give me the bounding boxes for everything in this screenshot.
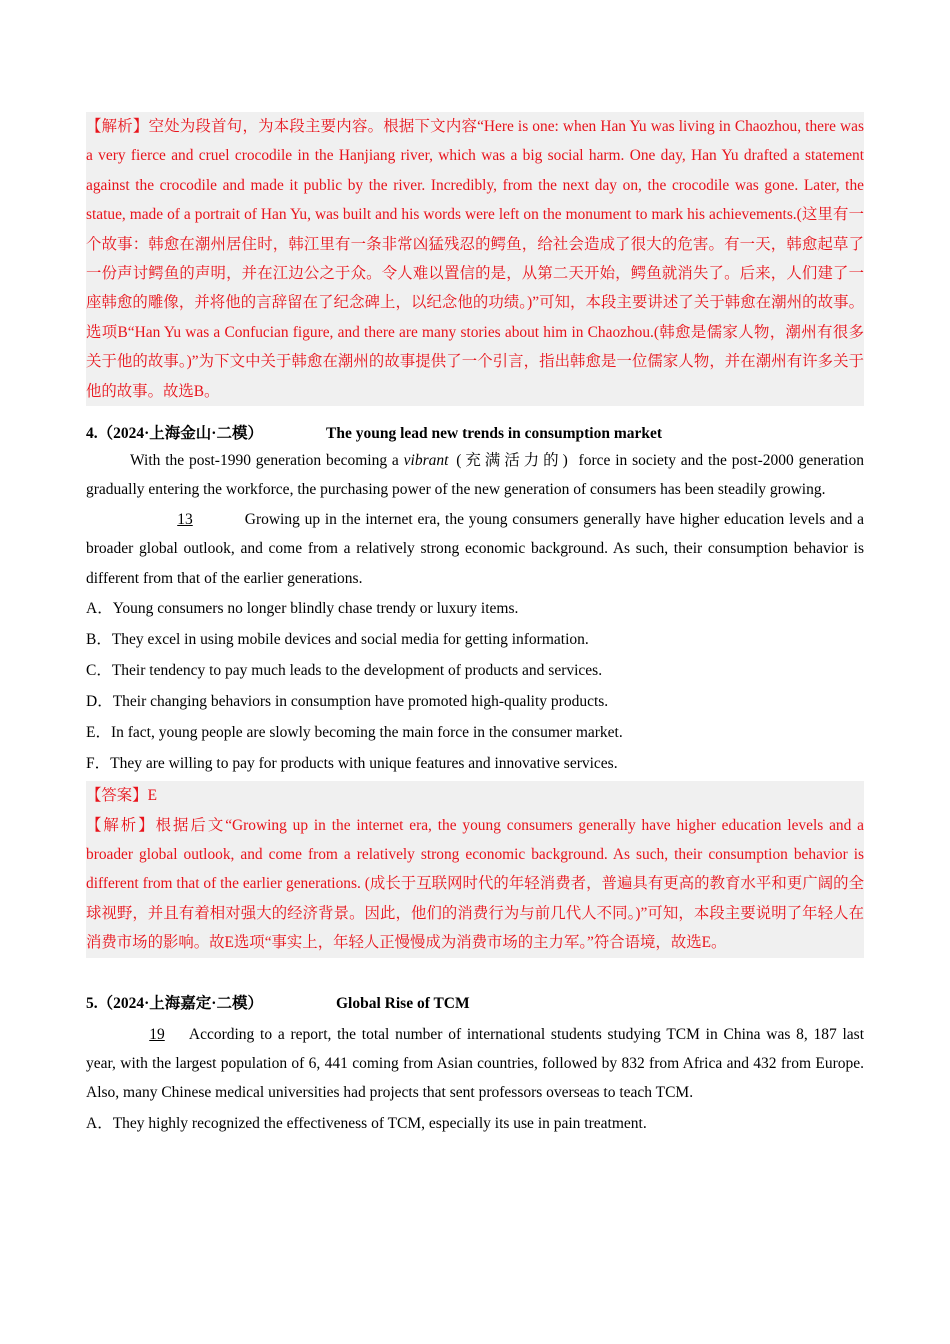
q4-option-b: B．They excel in using mobile devices and social media for getting information. <box>86 631 589 649</box>
q4-answer-block <box>86 781 864 957</box>
q4-blank: 13 <box>177 510 193 528</box>
q5-number: 5.（2024·上海嘉定·二模） <box>86 994 263 1012</box>
q4-answer: 【答案】E <box>86 787 157 805</box>
q5-blank: 19 <box>149 1025 165 1043</box>
q4-option-f: F．They are willing to pay for products with unique features and innovative services. <box>86 755 618 773</box>
q4-number: 4.（2024·上海金山·二模） <box>86 425 263 443</box>
q4-paragraph-1: With the post-1990 generation becoming a vibrant (充满活力的) force in society and the post-2000 generation gradually entering the workforce, the purchasing power of the new generation of consumers has been steadily growing. <box>86 452 864 499</box>
q4-options <box>86 593 864 779</box>
q3-analysis-block <box>86 112 864 406</box>
q4-heading <box>86 422 864 446</box>
q5-option-a: A．They highly recognized the effectiveness of TCM, especially its use in pain treatment. <box>86 1114 647 1132</box>
q4-vibrant-gloss: (充满活力的) <box>448 452 579 470</box>
q5-heading <box>86 992 864 1016</box>
q4-option-d: D．Their changing behaviors in consumption have promoted high-quality products. <box>86 693 609 711</box>
q3-analysis-text: 【解析】空处为段首句，为本段主要内容。根据下文内容“Here is one: when Han Yu was living in Chaozhou, there was a very fierce and cruel crocodile in the Hanjiang river, which was a big social harm. One day, Han Yu drafted a statement against the crocodile and made it public by the river. Incredibly, from the next day on, the crocodile was gone. Later, the statue, made of a portrait of Han Yu, was built and his words were left on the monument to mark his achievements.(这里有一个故事：韩愈在潮州居住时，韩江里有一条非常凶猛残忍的鳄鱼，给社会造成了很大的危害。有一天，韩愈起草了一份声讨鳄鱼的声明，并在江边公之于众。令人难以置信的是，从第二天开始，鳄鱼就消失了。后来，人们建了一座韩愈的雕像，并将他的言辞留在了纪念碑上，以纪念他的功绩。)”可知，本段主要讲述了关于韩愈在潮州的故事。选项B“Han Yu was a Confucian figure, and there are many stories about him in Chaozhou.(韩愈是儒家人物，潮州有很多关于他的故事。)”为下文中关于韩愈在潮州的故事提供了一个引言，指出韩愈是一位儒家人物，并在潮州有许多关于他的故事。故选B。 <box>86 118 864 400</box>
document-page <box>86 112 864 1139</box>
q4-option-a: A．Young consumers no longer blindly chase trendy or luxury items. <box>86 600 519 618</box>
q5-title: Global Rise of TCM <box>336 994 470 1012</box>
q4-title: The young lead new trends in consumption market <box>326 425 663 443</box>
q5-paragraph-1: 19 According to a report, the total number of international students studying TCM in China was 8, 187 last year, with the largest population of 6, 441 coming from Asian countries, followed by 832 from Africa and 432 from Europe. Also, many Chinese medical universities had projects that sent professors overseas to teach TCM. <box>86 1020 864 1108</box>
q4-option-c: C．Their tendency to pay much leads to the development of products and services. <box>86 662 603 680</box>
q5-options <box>86 1108 864 1139</box>
q4-paragraph-2: 13 Growing up in the internet era, the young consumers generally have higher education levels and a broader global outlook, and come from a relatively strong economic background. As such, their consumption behavior is different from that of the earlier generations. <box>86 505 864 593</box>
q4-analysis-text: 【解析】根据后文“Growing up in the internet era, the young consumers generally have higher education levels and a broader global outlook, and come from a relatively strong economic background. As such, their consumption behavior is different from that of the earlier generations. (成长于互联网时代的年轻消费者，普遍具有更高的教育水平和更广阔的全球视野，并且有着相对强大的经济背景。因此，他们的消费行为与前几代人不同。)”可知，本段主要说明了年轻人在消费市场的影响。故E选项“事实上，年轻人正慢慢成为消费市场的主力军。”符合语境，故选E。 <box>86 816 864 952</box>
q4-vibrant-word: vibrant <box>403 452 449 470</box>
q4-option-e: E．In fact, young people are slowly becoming the main force in the consumer market. <box>86 724 623 742</box>
